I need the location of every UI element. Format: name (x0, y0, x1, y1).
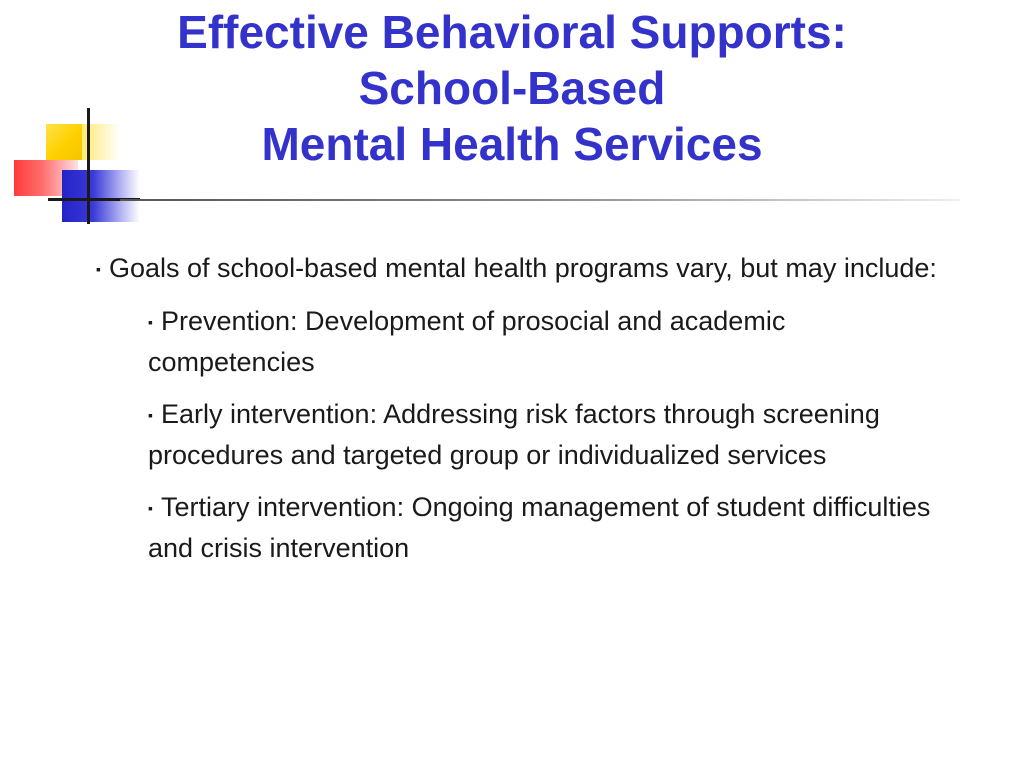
title-divider (120, 199, 960, 201)
bullet-icon: ▪ (148, 500, 153, 516)
slide-title (40, 4, 984, 172)
blue-square (62, 170, 140, 222)
bullet-icon: ▪ (96, 261, 101, 277)
bullet-icon: ▪ (148, 407, 153, 423)
title-line-2: School-Based (358, 62, 666, 114)
bullet-icon: ▪ (148, 314, 153, 330)
main-bullet (96, 248, 976, 289)
sub-bullet-text: Prevention: Development of prosocial and academic competencies (148, 306, 786, 377)
title-line-1: Effective Behavioral Supports: (177, 6, 847, 58)
sub-bullet-early-intervention (148, 394, 938, 475)
sub-bullet-text: Tertiary intervention: Ongoing management of student difficulties and crisis intervention (148, 492, 931, 563)
sub-bullet-text: Early intervention: Addressing risk factors through screening procedures and targeted group or individualized services (148, 399, 880, 470)
main-bullet-text: Goals of school-based mental health programs vary, but may include: (108, 253, 937, 283)
slide-body (96, 248, 976, 580)
title-line-3: Mental Health Services (261, 118, 763, 170)
sub-bullet-prevention (148, 301, 938, 382)
sub-bullet-tertiary-intervention (148, 487, 938, 568)
